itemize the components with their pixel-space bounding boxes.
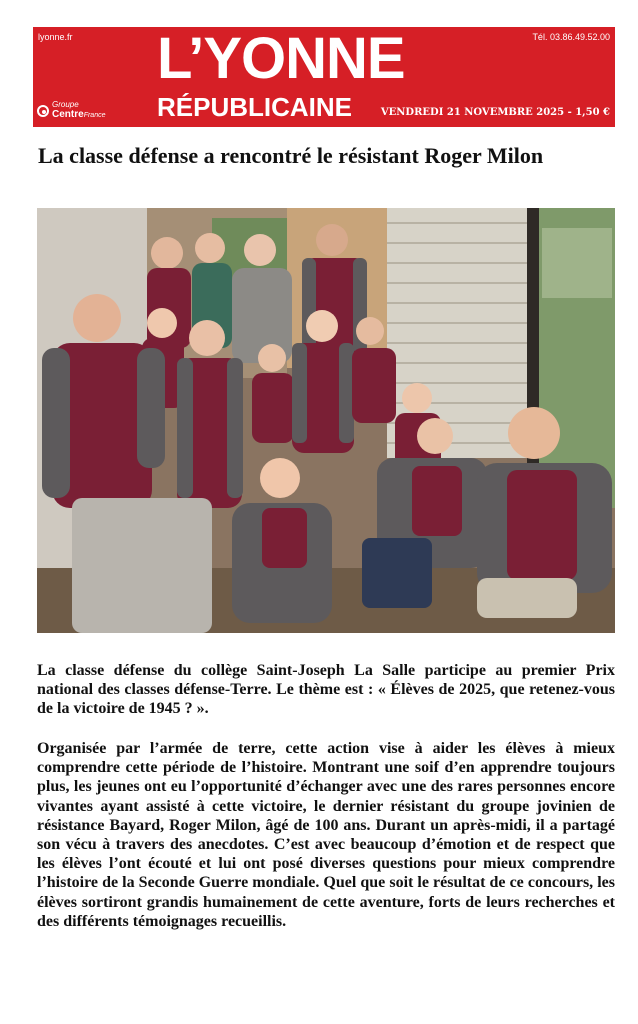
group-logo-line2-wrap <box>52 109 105 120</box>
group-logo-line1: Groupe <box>52 100 79 109</box>
group-logo-text <box>52 101 105 120</box>
newspaper-subtitle: RÉPUBLICAINE <box>157 92 353 122</box>
site-url[interactable]: lyonne.fr <box>38 32 73 42</box>
issue-date-price: VENDREDI 21 NOVEMBRE 2025 - 1,50 € <box>380 107 610 118</box>
article-photo <box>37 208 615 633</box>
article-body: Organisée par l’armée de terre, cette action vise à aider les élèves à mieux comprendre cette période de l’histoire. Montrant une soif d’en apprendre toujours plus, les jeunes ont eu l’opportunité d’échanger avec une des rares personnes encore vivantes ayant assisté à cette victoire, le dernier résistant du groupe jovinien de résistance Bayard, Roger Milon, âgé de 100 ans. Durant un après-midi, il a partagé son vécu à travers des anecdotes. C’est avec beaucoup d’émotion et de respect que les élèves l’ont écouté et lui ont posé diverses questions pour mieux comprendre l’histoire de la Seconde Guerre mondiale. Quel que soit le résultat de ce concours, les élèves sortiront grandis humainement de cette aventure, forts de leurs recherches et des différents témoignages recueillis. <box>37 740 615 930</box>
article-lead: La classe défense du collège Saint-Joseph La Salle participe au premier Prix national des classes défense-Terre. Le thème est : « Élèves de 2025, que retenez-vous de la victoire de 1945 ? ». <box>37 662 615 717</box>
group-centre-france-logo <box>37 101 105 120</box>
newspaper-masthead <box>33 27 615 127</box>
newspaper-title: L’YONNE <box>157 26 405 91</box>
phone-number: Tél. 03.86.49.52.00 <box>532 32 610 42</box>
group-logo-icon <box>37 105 49 117</box>
article-headline: La classe défense a rencontré le résistant Roger Milon <box>38 143 544 168</box>
group-logo-line2: Centre <box>52 109 84 120</box>
group-photo-illustration <box>37 208 615 633</box>
group-logo-line3: France <box>83 112 106 119</box>
